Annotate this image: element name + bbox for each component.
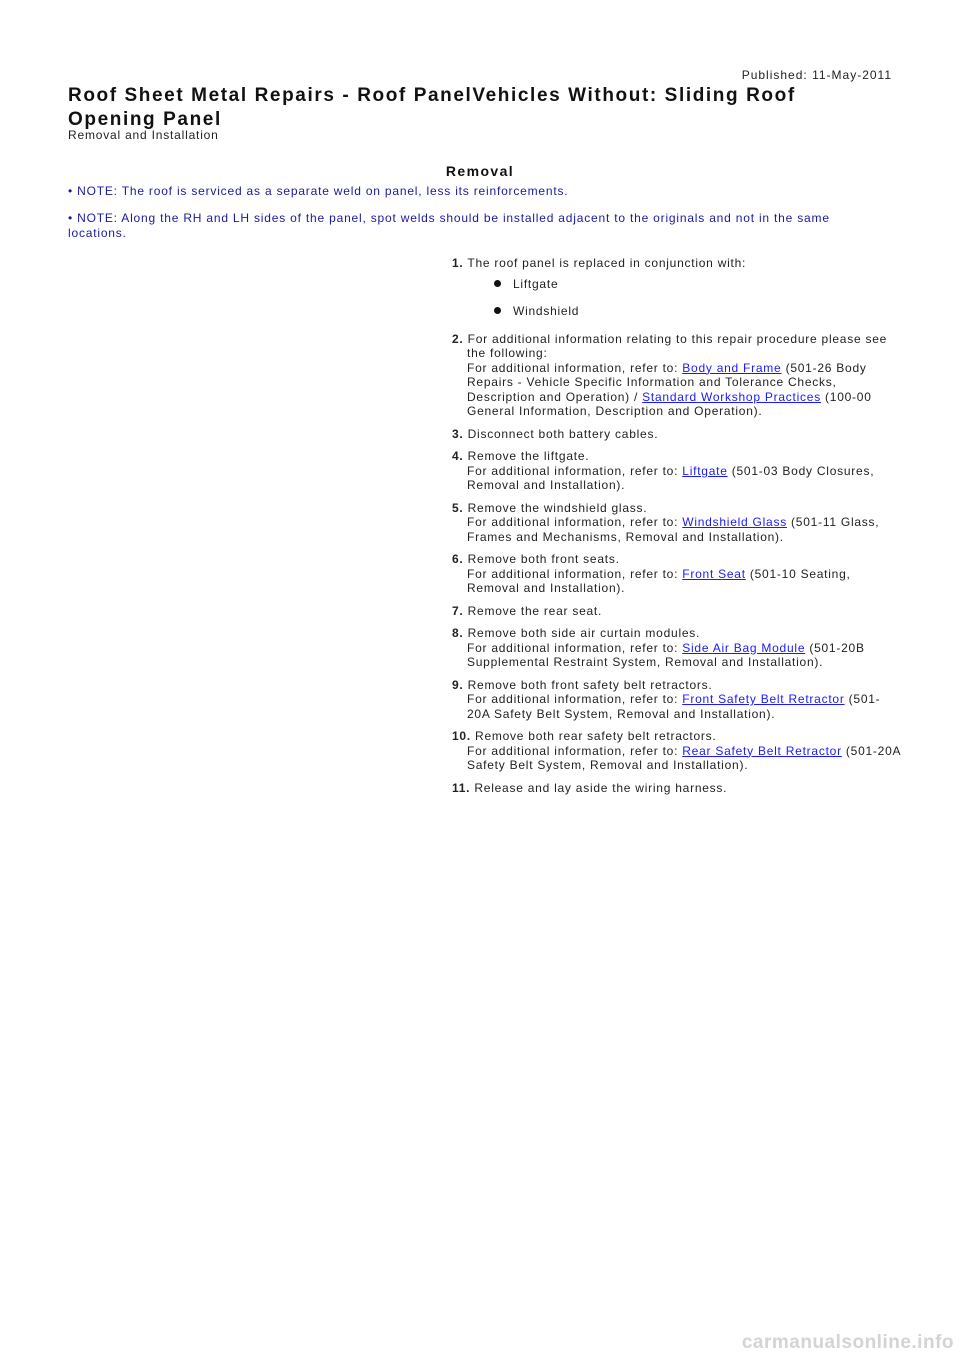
step-text: Disconnect both battery cables. bbox=[467, 426, 659, 441]
step-text: For additional information relating to this repair procedure please see the following: bbox=[467, 331, 888, 360]
step-number: 4. bbox=[452, 449, 464, 463]
step-number: 3. bbox=[452, 426, 464, 441]
step-8 bbox=[452, 626, 902, 670]
step-text: Release and lay aside the wiring harness. bbox=[474, 780, 728, 795]
reference-prefix: For additional information, refer to: bbox=[467, 360, 683, 375]
note-spot-welds: • NOTE: Along the RH and LH sides of the panel, spot welds should be installed adjacent to the originals and not in the same locations. bbox=[68, 211, 830, 240]
step-6 bbox=[452, 552, 902, 596]
bullet-text: Windshield bbox=[513, 304, 580, 318]
link-front-safety-belt-retractor[interactable]: Front Safety Belt Retractor bbox=[682, 692, 845, 706]
link-standard-workshop-practices[interactable]: Standard Workshop Practices bbox=[642, 389, 821, 404]
step-2 bbox=[452, 332, 902, 419]
step-3 bbox=[452, 427, 902, 442]
step-5 bbox=[452, 501, 902, 545]
step-text: Remove the rear seat. bbox=[467, 603, 603, 618]
step-text: Remove the liftgate. bbox=[467, 449, 590, 463]
link-windshield-glass[interactable]: Windshield Glass bbox=[682, 515, 787, 529]
link-rear-safety-belt-retractor[interactable]: Rear Safety Belt Retractor bbox=[682, 743, 842, 758]
step-4 bbox=[452, 449, 902, 493]
link-front-seat[interactable]: Front Seat bbox=[682, 566, 746, 581]
reference-suffix: (501-20A Safety Belt System, Removal and Installation). bbox=[467, 692, 881, 721]
step-number: 2. bbox=[452, 331, 464, 346]
step-9 bbox=[452, 678, 902, 722]
step-text: Remove both front safety belt retractors. bbox=[467, 677, 713, 692]
step-11 bbox=[452, 781, 902, 796]
page-subtitle: Removal and Installation bbox=[68, 128, 219, 142]
step-number: 10. bbox=[452, 729, 471, 743]
step-number: 5. bbox=[452, 500, 464, 515]
reference-prefix: For additional information, refer to: bbox=[467, 566, 683, 581]
link-liftgate[interactable]: Liftgate bbox=[682, 463, 728, 478]
step-1 bbox=[452, 256, 902, 319]
step-number: 9. bbox=[452, 677, 464, 692]
published-date: Published: 11-May-2011 bbox=[741, 68, 892, 82]
watermark: carmanualsonline.info bbox=[741, 1332, 954, 1353]
reference-prefix: For additional information, refer to: bbox=[467, 743, 683, 758]
step-number: 8. bbox=[452, 626, 464, 640]
section-heading-removal: Removal bbox=[445, 163, 515, 179]
reference-prefix: For additional information, refer to: bbox=[467, 640, 683, 655]
step-7 bbox=[452, 604, 902, 619]
procedure-steps bbox=[452, 256, 902, 803]
link-body-and-frame[interactable]: Body and Frame bbox=[682, 360, 782, 375]
step-text: Remove both side air curtain modules. bbox=[467, 626, 701, 640]
list-item bbox=[494, 304, 902, 319]
note-roof-serviced: • NOTE: The roof is serviced as a separate weld on panel, less its reinforcements. bbox=[68, 184, 569, 198]
reference-suffix: (501-11 Glass, Frames and Mechanisms, Removal and Installation). bbox=[467, 515, 880, 544]
step-number: 7. bbox=[452, 603, 464, 618]
step-number: 11. bbox=[452, 780, 471, 795]
step-number: 1. bbox=[452, 256, 464, 270]
step-text: Remove both rear safety belt retractors. bbox=[475, 729, 717, 743]
bullet-icon bbox=[494, 307, 501, 314]
reference-suffix: (501-20A Safety Belt System, Removal and Installation). bbox=[467, 743, 901, 772]
bullet-text: Liftgate bbox=[513, 276, 559, 291]
reference-suffix: (100-00 General Information, Description and Operation). bbox=[467, 389, 872, 418]
page-title: Roof Sheet Metal Repairs - Roof PanelVehicles Without: Sliding Roof Opening Panel bbox=[68, 85, 796, 130]
bullet-icon bbox=[494, 280, 501, 287]
reference-prefix: For additional information, refer to: bbox=[467, 463, 683, 478]
reference-suffix: (501-03 Body Closures, Removal and Installation). bbox=[467, 463, 875, 492]
step-text: The roof panel is replaced in conjunction with: bbox=[467, 256, 747, 270]
reference-suffix: (501-10 Seating, Removal and Installation). bbox=[467, 566, 851, 595]
step-number: 6. bbox=[452, 552, 464, 566]
step-text: Remove both front seats. bbox=[467, 552, 620, 566]
reference-prefix: For additional information, refer to: bbox=[467, 515, 683, 529]
link-side-air-bag-module[interactable]: Side Air Bag Module bbox=[682, 640, 806, 655]
step-10 bbox=[452, 729, 902, 773]
list-item bbox=[494, 277, 902, 292]
reference-suffix: (501-26 Body Repairs - Vehicle Specific Information and Tolerance Checks, Description and Operation) / bbox=[467, 360, 867, 404]
step-1-bullet-list bbox=[467, 277, 902, 319]
reference-prefix: For additional information, refer to: bbox=[467, 692, 683, 706]
reference-suffix: (501-20B Supplemental Restraint System, Removal and Installation). bbox=[467, 640, 865, 669]
step-text: Remove the windshield glass. bbox=[467, 500, 648, 515]
